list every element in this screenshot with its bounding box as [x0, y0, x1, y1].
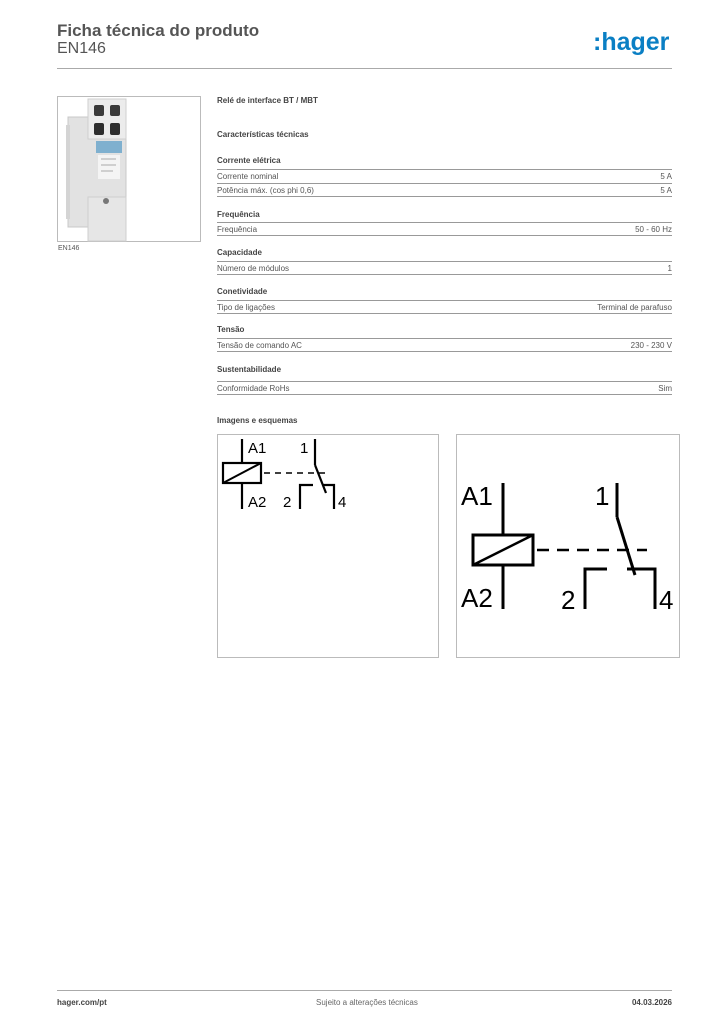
relay-schematic-large — [457, 435, 681, 659]
product-code: EN146 — [57, 40, 106, 57]
spec-row — [217, 261, 672, 275]
terminal-2-label: 2 — [561, 585, 576, 615]
terminal-1-label: 1 — [300, 440, 309, 457]
footer-date: 04.03.2026 — [631, 998, 672, 1007]
spec-value: 230 - 230 V — [630, 341, 672, 350]
product-photo — [58, 97, 202, 243]
terminal-a2-label: A2 — [248, 494, 267, 511]
terminal-4-label: 4 — [338, 494, 347, 511]
spec-group-title: Conetividade — [217, 287, 268, 296]
hager-logo — [593, 28, 675, 58]
relay-schematic-small — [218, 435, 440, 659]
schematic-small-frame — [217, 434, 439, 658]
spec-value: Terminal de parafuso — [597, 303, 672, 312]
schematic-large-frame — [456, 434, 680, 658]
terminal-a1-label: A1 — [248, 440, 267, 457]
terminal-4-label: 4 — [659, 585, 674, 615]
spec-group-title: Frequência — [217, 210, 260, 219]
spec-group-title: Tensão — [217, 325, 245, 334]
spec-label: Frequência — [217, 225, 258, 234]
spec-row — [217, 183, 672, 197]
page-title: Ficha técnica do produto — [57, 21, 260, 40]
footer-notice: Sujeito a alterações técnicas — [316, 998, 418, 1007]
spec-row — [217, 300, 672, 314]
spec-value: Sim — [658, 384, 672, 393]
spec-group-title: Capacidade — [217, 248, 262, 257]
spec-row — [217, 169, 672, 183]
spec-label: Tensão de comando AC — [217, 341, 302, 350]
spec-value: 1 — [667, 264, 672, 273]
spec-group-title: Sustentabilidade — [217, 365, 282, 374]
spec-row — [217, 338, 672, 352]
product-name: Relé de interface BT / MBT — [217, 96, 318, 105]
header-divider — [57, 68, 672, 69]
specs-heading: Características técnicas — [217, 130, 309, 139]
spec-label: Conformidade RoHs — [217, 384, 290, 393]
terminal-1-label: 1 — [595, 481, 610, 511]
product-caption: EN146 — [58, 245, 80, 252]
spec-group-title: Corrente elétrica — [217, 156, 281, 165]
images-heading: Imagens e esquemas — [217, 416, 298, 425]
spec-row — [217, 222, 672, 236]
spec-row — [217, 381, 672, 395]
spec-label: Tipo de ligações — [217, 303, 275, 312]
spec-label: Número de módulos — [217, 264, 290, 273]
terminal-2-label: 2 — [283, 494, 292, 511]
spec-label: Potência máx. (cos phi 0,6) — [217, 186, 314, 195]
terminal-a1-label: A1 — [461, 481, 493, 511]
product-image-frame — [57, 96, 201, 242]
spec-value: 50 - 60 Hz — [635, 225, 672, 234]
footer-divider — [57, 990, 672, 991]
logo-text: :hager — [593, 28, 670, 56]
terminal-a2-label: A2 — [461, 583, 493, 613]
spec-label: Corrente nominal — [217, 172, 279, 181]
footer-website-link[interactable]: hager.com/pt — [57, 998, 107, 1007]
spec-value: 5 A — [660, 186, 672, 195]
spec-value: 5 A — [660, 172, 672, 181]
